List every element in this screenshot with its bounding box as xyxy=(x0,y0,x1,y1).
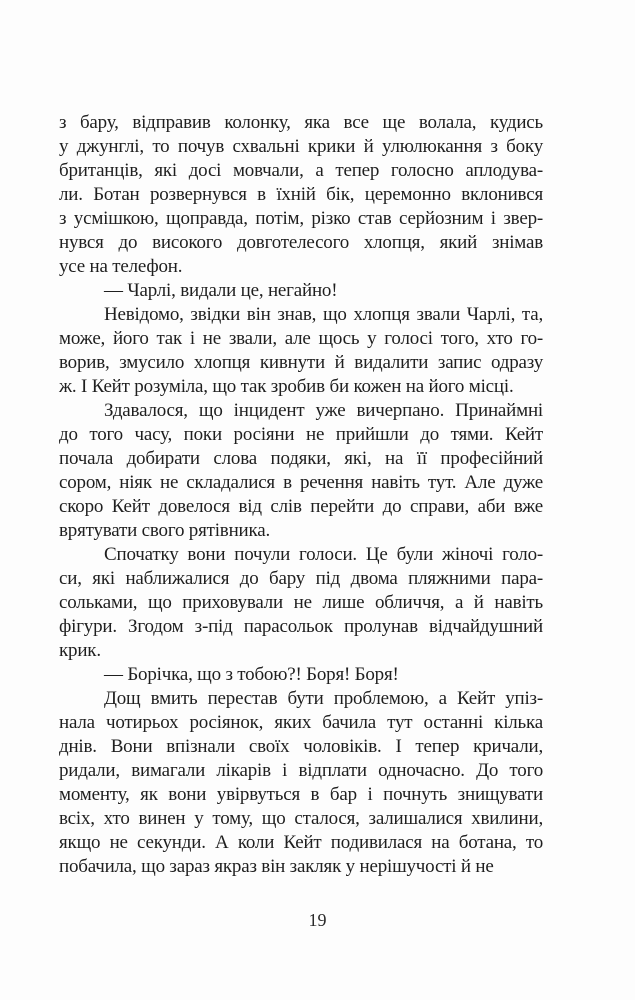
text-line: скоро Кейт довелося від слів перейти до справи, аби вже xyxy=(59,496,543,517)
text-line: ворив, змусило хлопця кивнути й видалити запис одразу xyxy=(59,352,543,373)
text-line: ж. І Кейт розуміла, що так зробив би кожен на його місці. xyxy=(59,376,514,397)
text-line: з бару, відправив колонку, яка все ще волала, кудись xyxy=(59,112,543,133)
text-line: Спочатку вони почули голоси. Це були жіночі голо- xyxy=(104,544,543,565)
text-line: нувся до високого довготелесого хлопця, який знімав xyxy=(59,232,543,253)
text-line: побачила, що зараз якраз він закляк у нерішучості й не xyxy=(59,856,494,877)
text-line: моменту, як вони увірвуться в бар і почнуть знищувати xyxy=(59,784,543,805)
paragraph xyxy=(59,279,543,303)
text-line: — Чарлі, видали це, негайно! xyxy=(104,280,338,301)
text-line: врятувати свого рятівника. xyxy=(59,520,271,541)
text-line: фігури. Згодом з-під парасольок пролунав відчайдушний xyxy=(59,616,543,637)
text-line: до того часу, поки росіяни не прийшли до тями. Кейт xyxy=(59,424,543,445)
paragraph xyxy=(59,303,543,399)
text-line: всіх, хто винен у тому, що сталося, залишалися хвилини, xyxy=(59,808,543,829)
text-line: почала добирати слова подяки, які, на її професійний xyxy=(59,448,543,469)
text-line: з усмішкою, щоправда, потім, різко став серйозним і звер- xyxy=(59,208,543,229)
text-line: британців, які досі мовчали, а тепер голосно аплодува- xyxy=(59,160,543,181)
text-line: днів. Вони впізнали своїх чоловіків. І тепер кричали, xyxy=(59,736,543,757)
paragraph xyxy=(59,111,543,279)
text-line: си, які наближалися до бару під двома пляжними пара- xyxy=(59,568,543,589)
paragraph xyxy=(59,663,543,687)
text-line: Дощ вмить перестав бути проблемою, а Кейт упіз- xyxy=(104,688,543,709)
text-line: усе на телефон. xyxy=(59,256,183,277)
text-line: якщо не секунди. А коли Кейт подивилася на ботана, то xyxy=(59,832,543,853)
text-line: крик. xyxy=(59,640,101,661)
text-line: ридали, вимагали лікарів і відплати одночасно. До того xyxy=(59,760,543,781)
page-number: 19 xyxy=(308,910,327,930)
paragraph xyxy=(59,687,543,879)
page-text xyxy=(59,111,543,879)
text-line: ли. Ботан розвернувся в їхній бік, церемонно вклонився xyxy=(59,184,543,205)
text-line: у джунглі, то почув схвальні крики й улюлюкання з боку xyxy=(59,136,543,157)
text-line: — Борічка, що з тобою?! Боря! Боря! xyxy=(104,664,399,685)
text-line: Невідомо, звідки він знав, що хлопця звали Чарлі, та, xyxy=(104,304,543,325)
text-line: може, його так і не звали, але щось у голосі того, хто го- xyxy=(59,328,543,349)
text-line: Здавалося, що інцидент уже вичерпано. Принаймні xyxy=(104,400,543,421)
paragraph xyxy=(59,399,543,543)
text-line: нала чотирьох росіянок, яких бачила тут останні кілька xyxy=(59,712,543,733)
paragraph xyxy=(59,543,543,663)
text-line: сольками, що приховували не лише обличчя, а й навіть xyxy=(59,592,543,613)
text-line: сором, ніяк не складалися в речення навіть тут. Але дуже xyxy=(59,472,543,493)
